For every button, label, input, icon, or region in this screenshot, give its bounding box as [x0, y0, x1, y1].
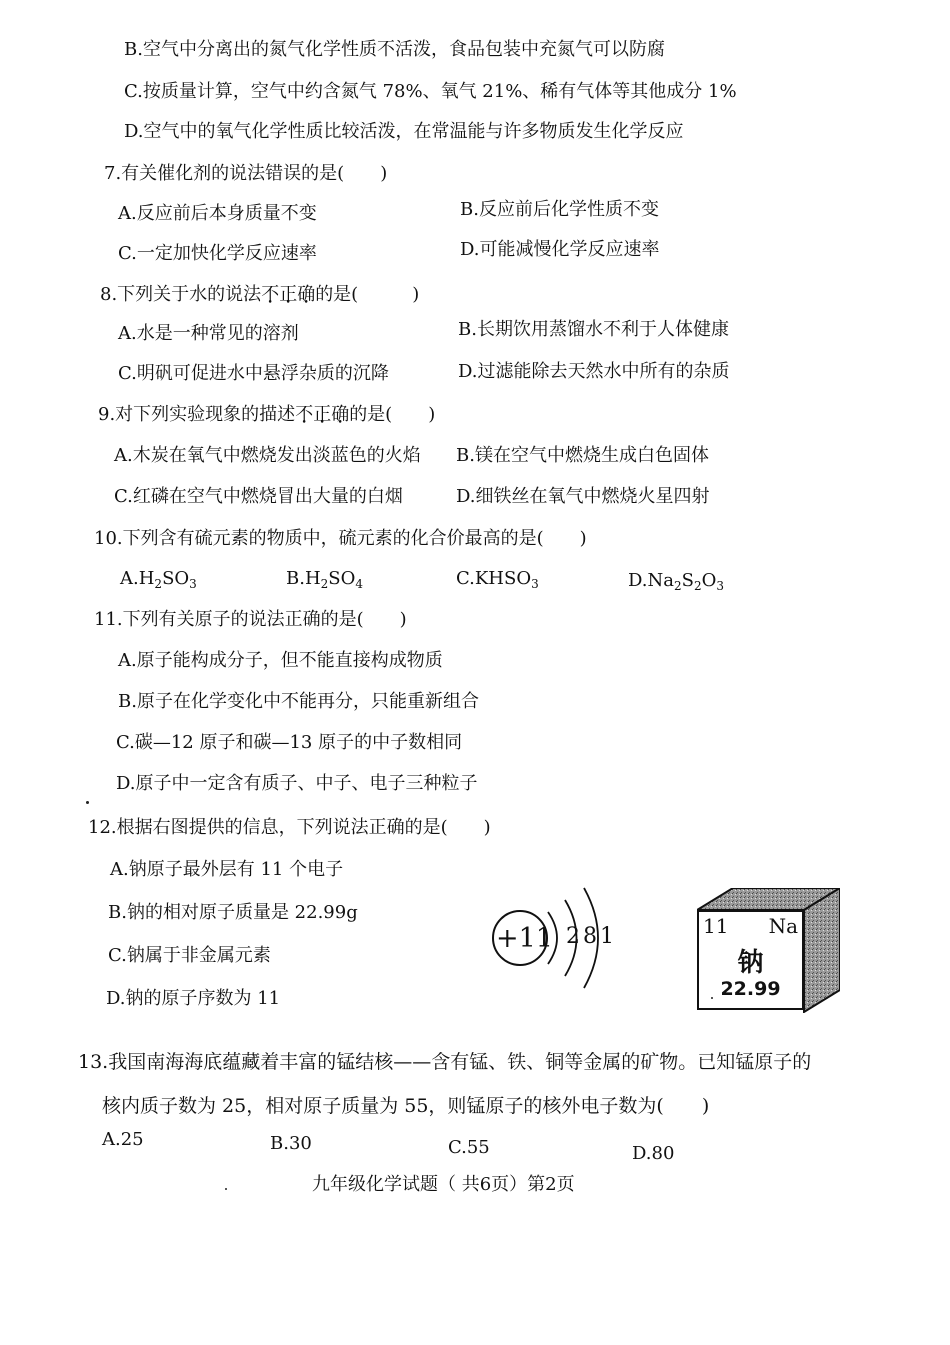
q8-emph-char-3: 确: [297, 284, 316, 305]
scan-speck: [711, 997, 713, 999]
q12-option-d: D.钠的原子序数为 11: [106, 988, 281, 1009]
q9-option-b: B.镁在空气中燃烧生成白色固体: [456, 445, 709, 466]
q9-emph-char-3: 确: [331, 404, 350, 425]
q13-option-a: A.25: [102, 1129, 144, 1150]
sodium-atom-structure-diagram: [490, 880, 630, 990]
q9-option-a: A.木炭在氧气中燃烧发出淡蓝色的火焰: [114, 445, 421, 466]
q8-stem: [100, 283, 419, 307]
sodium-element-tile: [697, 888, 840, 1013]
q13-option-d: D.80: [632, 1143, 675, 1164]
q7-option-a: A.反应前后本身质量不变: [118, 203, 317, 224]
element-symbol: Na: [768, 914, 798, 938]
q7-option-d: D.可能减慢化学反应速率: [460, 239, 660, 260]
scan-speck: [225, 1188, 227, 1190]
q7-stem: 7.有关催化剂的说法错误的是( ): [104, 163, 388, 184]
q8-emph-char-1: 不: [261, 284, 280, 305]
q6-option-b: B.空气中分离出的氮气化学性质不活泼，食品包装中充氮气可以防腐: [124, 39, 665, 60]
q12-option-b: B.钠的相对原子质量是 22.99g: [108, 902, 358, 923]
q10-option-c: $C.KHSO_3$: [456, 568, 539, 591]
nucleus-charge: +11: [496, 923, 553, 954]
element-name: 钠: [737, 948, 764, 978]
q11-stem: 11.下列有关原子的说法正确的是( ): [94, 609, 407, 630]
q13-stem-line-1: 13.我国南海海底蕴藏着丰富的锰结核——含有锰、铁、铜等金属的矿物。已知锰原子的: [78, 1051, 812, 1073]
q9-stem-suffix: 的是( ): [349, 404, 436, 425]
q8-stem-prefix: 8.下列关于水的说法: [100, 284, 262, 305]
q11-option-c: C.碳—12 原子和碳—13 原子的中子数相同: [116, 732, 463, 753]
q8-option-a: A.水是一种常见的溶剂: [118, 323, 299, 344]
q13-option-b: B.30: [270, 1133, 312, 1154]
tile-front-face: [697, 910, 804, 1010]
q6-option-d: D.空气中的氧气化学性质比较活泼，在常温能与许多物质发生化学反应: [124, 121, 684, 142]
q8-option-d: D.过滤能除去天然水中所有的杂质: [458, 361, 730, 382]
electron-shell-counts: 2 8 1: [566, 924, 612, 949]
atomic-number: 11: [703, 914, 729, 938]
q7-option-b: B.反应前后化学性质不变: [460, 199, 659, 220]
q9-option-c: C.红磷在空气中燃烧冒出大量的白烟: [114, 486, 403, 507]
q10-option-b: $B.H_2SO_4$: [286, 568, 364, 591]
page-footer: 九年级化学试题（ 共6页）第2页: [312, 1174, 575, 1195]
q8-emph-char-2: 正: [279, 284, 298, 305]
q12-option-a: A.钠原子最外层有 11 个电子: [110, 859, 344, 880]
q11-option-b: B.原子在化学变化中不能再分，只能重新组合: [118, 691, 479, 712]
q8-option-c: C.明矾可促进水中悬浮杂质的沉降: [118, 363, 389, 384]
q13-option-c: C.55: [448, 1137, 490, 1158]
q7-option-c: C.一定加快化学反应速率: [118, 243, 317, 264]
q12-stem: 12.根据右图提供的信息，下列说法正确的是( ): [88, 817, 491, 838]
q9-option-d: D.细铁丝在氧气中燃烧火星四射: [456, 486, 710, 507]
q11-option-d: D.原子中一定含有质子、中子、电子三种粒子: [116, 773, 478, 794]
q8-option-b: B.长期饮用蒸馏水不利于人体健康: [458, 319, 729, 340]
q8-stem-suffix: 的是( ): [315, 284, 420, 305]
q10-option-d: $D.Na_2S_2O_3$: [628, 570, 725, 593]
atomic-mass: 22.99: [720, 978, 781, 1000]
q10-stem: 10.下列含有硫元素的物质中，硫元素的化合价最高的是( ): [94, 528, 587, 549]
q9-stem-prefix: 9.对下列实验现象的描述: [98, 404, 296, 425]
q9-emph-char-2: 正: [313, 404, 332, 425]
q6-option-c: C.按质量计算，空气中约含氮气 78%、氧气 21%、稀有气体等其他成分 1%: [124, 81, 737, 102]
q10-option-a: $A.H_2SO_3$: [120, 568, 197, 591]
q9-emph-char-1: 不: [295, 404, 314, 425]
q13-stem-line-2: 核内质子数为 25，相对原子质量为 55，则锰原子的核外电子数为( ): [102, 1095, 710, 1117]
scan-speck: [86, 801, 89, 804]
q11-option-a: A.原子能构成分子，但不能直接构成物质: [118, 650, 443, 671]
q12-option-c: C.钠属于非金属元素: [108, 945, 271, 966]
q9-stem: [98, 403, 435, 427]
